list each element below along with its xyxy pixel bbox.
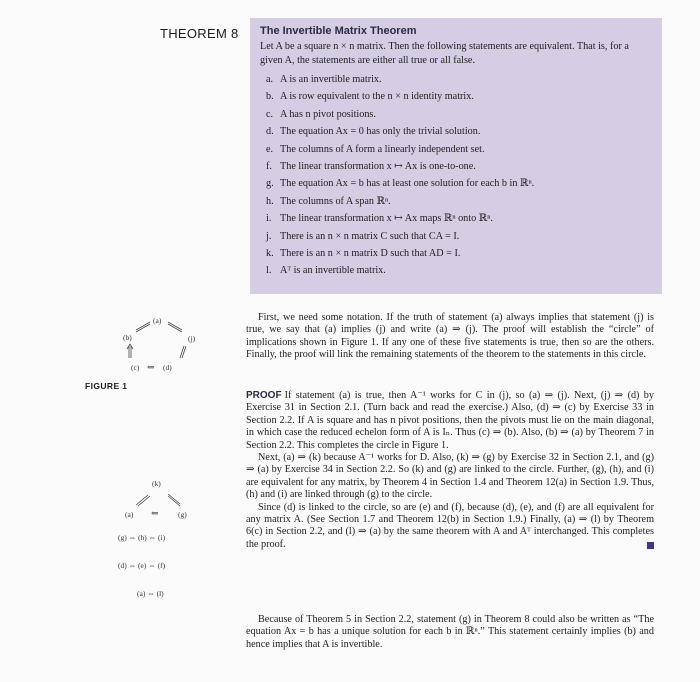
chain-d-e-f: (d) ⇔ (e) ⇔ (f): [118, 561, 166, 570]
arrow-j-to-d: [180, 346, 184, 358]
figure-label: FIGURE 1: [85, 381, 128, 391]
statement-b: b. A is row equivalent to the n × n identity matrix.: [266, 91, 474, 103]
circle-arrows: [120, 318, 200, 364]
qed-square-icon: [647, 542, 654, 549]
k-node-k: (k): [152, 479, 161, 488]
k-node-a: (a): [125, 510, 134, 519]
theorem-label: THEOREM 8: [160, 26, 239, 41]
theorem-box: [250, 18, 662, 294]
statement-list: [260, 71, 652, 280]
statement-g: g. The equation Ax = b has at least one solution for each b in ℝⁿ.: [266, 178, 535, 190]
statement-a: a. A is an invertible matrix.: [266, 74, 382, 85]
arrow-a-to-k: [136, 495, 148, 505]
proof-label: PROOF: [246, 390, 282, 401]
circle-node-b: (b): [123, 333, 132, 342]
circle-node-c: (c): [131, 363, 140, 372]
theorem-intro: Let A be a square n × n matrix. Then the following statements are equivalent. That is, for a given A, the statements are either all true or all false.: [260, 41, 629, 66]
k-arrows: [130, 489, 190, 509]
intro-paragraph: First, we need some notation. If the truth of statement (a) always implies that statement (j) is true, we say that (a) implies (j) and write (a) ⇒ (j). The proof will establish the “circle” of implications shown in Figure 1. If any one of these five statements is true, then so are the others. Finally, the proof will link the remaining statements of the theorem to the statements in this circle.: [246, 312, 654, 361]
proof-paragraph-2: Next, (a) ⇒ (k) because A⁻¹ works for D. Also, (k) ⇒ (g) by Exercise 32 in Section 2.1, and (g) ⇒ (a) by Exercise 34 in Section 2.2. So (k) and (g) are linked to the circle. Further, (g), (h), and (i) are equivalent for any matrix, by Theorem 4 in Section 1.4 and Theorem 12(a) in Section 1.9. Thus, (h) and (i) are linked through (g) to the circle.: [246, 452, 654, 501]
statement-k: k. There is an n × n matrix D such that AD = I.: [266, 248, 461, 260]
k-node-g: (g): [178, 510, 187, 519]
chain-a-l: (a) ⇔ (l): [137, 589, 164, 598]
statement-h: h. The columns of A span ℝⁿ.: [266, 195, 391, 207]
proof-section: [246, 390, 654, 551]
closing-paragraph: Because of Theorem 5 in Section 2.2, statement (g) in Theorem 8 could also be written as “The equation Ax = b has a unique solution for each b in ℝⁿ.” This statement certainly implies (b) and hence implies that A is invertible.: [246, 614, 654, 650]
statement-l: l. Aᵀ is an invertible matrix.: [266, 265, 386, 277]
circle-node-j: (j): [188, 334, 196, 343]
statement-i: i. The linear transformation x ↦ Ax maps ℝⁿ onto ℝⁿ.: [266, 213, 493, 225]
statement-c: c. A has n pivot positions.: [266, 108, 376, 120]
proof-paragraph-3: Since (d) is linked to the circle, so are (e) and (f), because (d), (e), and (f) are all equivalent for any matrix A. (See Section 1.7 and Theorem 12(b) in Section 1.9.) Finally, (a) ⇒ (l) by Theorem 6(c) in Section 2.2, and (l) ⇒ (a) by the same theorem with A and Aᵀ interchanged. This completes the proof.: [246, 501, 654, 550]
statement-e: e. The columns of A form a linearly independent set.: [266, 143, 485, 155]
statement-d: d. The equation Ax = 0 has only the trivial solution.: [266, 126, 481, 138]
statement-j: j. There is an n × n matrix C such that CA = I.: [266, 230, 460, 242]
circle-node-d: (d): [163, 363, 172, 372]
circle-node-a: (a): [153, 316, 162, 325]
arrow-a-from-g: ⇐: [151, 508, 159, 518]
arrow-a-to-j: [168, 322, 182, 330]
arrow-k-to-g: [168, 494, 180, 504]
chain-g-h-i: (g) ⇔ (h) ⇔ (i): [118, 533, 166, 542]
theorem-title: The Invertible Matrix Theorem: [260, 25, 417, 37]
proof-paragraph-1: PROOF If statement (a) is true, then A⁻¹ works for C in (j), so (a) ⇒ (j). Next, (j) ⇒ (d) by Exercise 31 in Section 2.1. (Turn back and read the exercise.) Also, (d) ⇒ (c) by Exercise 33 in Section 2.2. If A is square and has n pivot positions, then the pivots must lie on the main diagonal, in which case the reduced echelon form of A is Iₙ. Thus (c) ⇒ (b). Also, (b) ⇒ (a) by Theorem 7 in Section 2.2. This completes the circle in Figure 1.: [246, 390, 654, 451]
arrow-c-from-d: ⇐: [147, 362, 155, 372]
statement-f: f. The linear transformation x ↦ Ax is one-to-one.: [266, 161, 476, 173]
arrow-b-to-a: [136, 322, 150, 330]
